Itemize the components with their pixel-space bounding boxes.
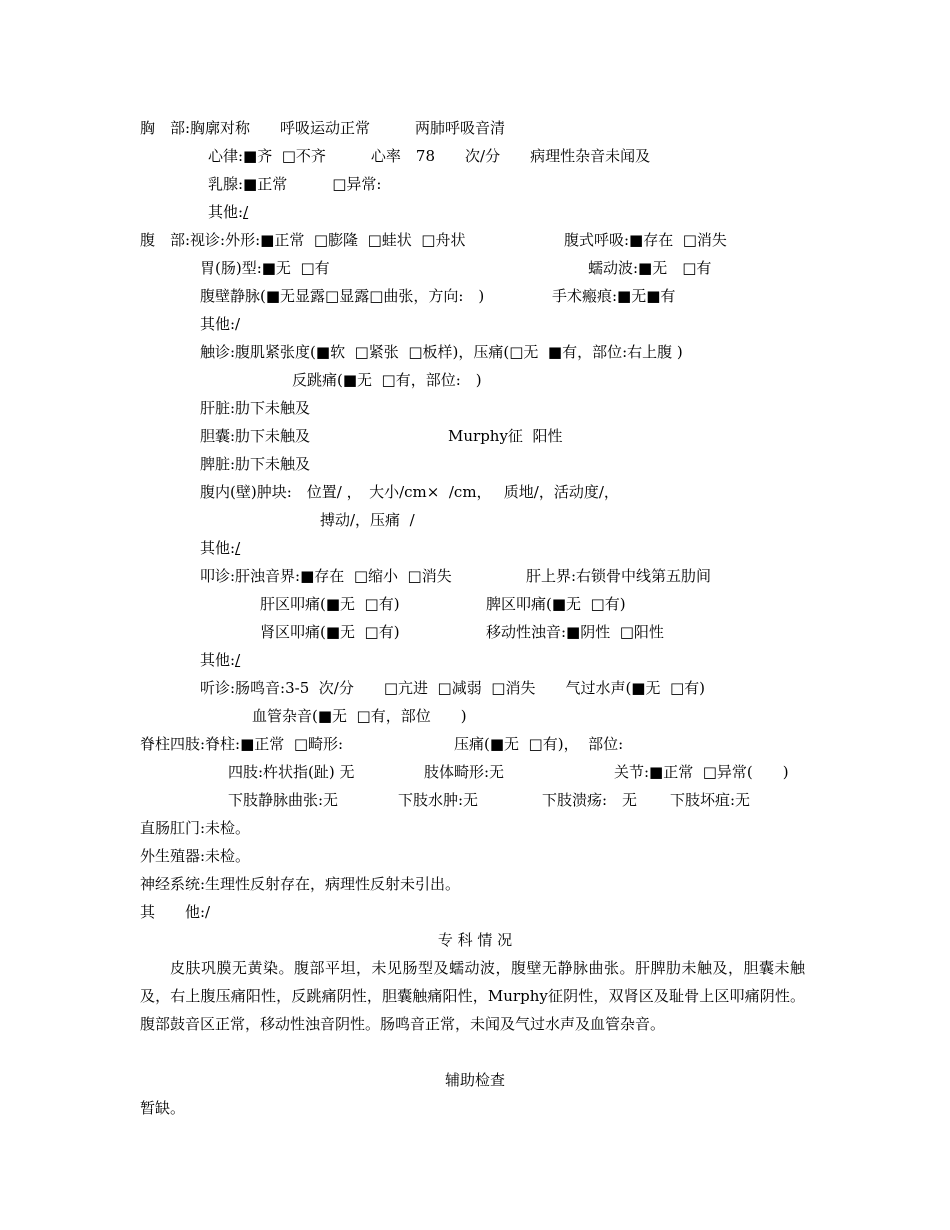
abd-rebound-tenderness: 反跳痛(■无 □有，部位: ) [292, 371, 482, 389]
abd-inspection-other: 其他:/ [200, 315, 241, 333]
abd-percussion-other-label: 其他: [200, 651, 236, 669]
abd-gastric-type: 胃(肠)型:■无 □有 [200, 259, 330, 277]
abd-palpation-line: 触诊:腹肌紧张度(■软 □紧张 □板样)，压痛(□无 ■有，部位:右上腹 ) [200, 343, 683, 361]
chest-heart-line: 心律:■齐 □不齐 心率 78 次/分 病理性杂音未闻及 [208, 147, 651, 165]
limbs-edema: 下肢水肿:无 [398, 791, 479, 809]
abd-murphy-sign: Murphy征 阳性 [448, 427, 563, 445]
aux-exam-text: 暂缺。 [140, 1099, 186, 1117]
abd-auscultation-line: 听诊:肠鸣音:3-5 次/分 □亢进 □减弱 □消失 气过水声(■无 □有) [200, 679, 706, 697]
specialty-paragraph: 皮肤巩膜无黄染。腹部平坦，未见肠型及蠕动波，腹壁无静脉曲张。肝脾肋未触及，胆囊未触及，右上腹压痛阳性，反跳痛阴性，胆囊触痛阳性，Murphy征阴性，双肾区及耻骨上区叩痛阴性。腹部鼓音区正常，移动性浊音阴性。肠鸣音正常，未闻及气过水声及血管杂音。 [140, 959, 805, 1033]
spine-line-left: 脊柱四肢:脊柱:■正常 □畸形: [140, 735, 344, 753]
abd-peristalsis: 蠕动波:■无 □有 [588, 259, 712, 277]
aux-exam-title: 辅助检查 [444, 1071, 505, 1089]
abd-mass-line-1: 腹内(壁)肿块: 位置/ ， 大小/cm× /cm， 质地/，活动度/， [200, 483, 619, 501]
abd-breathing: 腹式呼吸:■存在 □消失 [564, 231, 727, 249]
chest-other-line [208, 202, 248, 222]
limbs-joints: 关节:■正常 □异常( ) [614, 763, 789, 781]
other-findings: 其 他:/ [140, 903, 211, 921]
nervous-system: 神经系统:生理性反射存在，病理性反射未引出。 [140, 875, 461, 893]
abd-percussion-other-value: / [235, 651, 241, 669]
abd-palpation-other-label: 其他: [200, 539, 236, 557]
chest-breast-line: 乳腺:■正常 □异常: [208, 175, 382, 193]
abd-spleen: 脾脏:肋下未触及 [200, 455, 311, 473]
abd-wall-veins: 腹壁静脉(■无显露□显露□曲张，方向: ) [200, 287, 485, 305]
abd-palpation-other [200, 538, 240, 558]
limbs-deformity: 肢体畸形:无 [424, 763, 505, 781]
abd-liver-upper-border: 肝上界:右锁骨中线第五肋间 [526, 567, 712, 585]
abd-inspection-shape: 腹 部:视诊:外形:■正常 □膨隆 □蛙状 □舟状 [140, 231, 466, 249]
abd-gallbladder: 胆囊:肋下未触及 [200, 427, 311, 445]
limbs-gangrene: 下肢坏疽:无 [670, 791, 751, 809]
external-genitalia: 外生殖器:未检。 [140, 847, 251, 865]
limbs-clubbing: 四肢:杵状指(趾) 无 [228, 763, 355, 781]
specialty-title: 专 科 情 况 [437, 931, 513, 949]
abd-palpation-other-value: / [235, 539, 241, 557]
abd-surgical-scar: 手术瘢痕:■无■有 [552, 287, 676, 305]
chest-line-1: 胸 部:胸廓对称 呼吸运动正常 两肺呼吸音清 [140, 119, 506, 137]
rectum-anus: 直肠肛门:未检。 [140, 819, 251, 837]
limbs-varicose: 下肢静脉曲张:无 [228, 791, 339, 809]
chest-other-label: 其他: [208, 203, 244, 221]
abd-kidney-percussion-pain: 肾区叩痛(■无 □有) [260, 623, 400, 641]
abd-spleen-percussion-pain: 脾区叩痛(■无 □有) [486, 595, 626, 613]
abd-percussion-other [200, 650, 240, 670]
spine-tenderness: 压痛(■无 □有)， 部位: [454, 735, 624, 753]
limbs-ulcer: 下肢溃疡: 无 [542, 791, 638, 809]
chest-other-value: / [243, 203, 249, 221]
abd-liver-percussion-pain: 肝区叩痛(■无 □有) [260, 595, 400, 613]
abd-shifting-dullness: 移动性浊音:■阴性 □阳性 [486, 623, 664, 641]
abd-percussion-liver-dullness: 叩诊:肝浊音界:■存在 □缩小 □消失 [200, 567, 452, 585]
abd-vascular-murmur: 血管杂音(■无 □有，部位 ) [252, 707, 467, 725]
abd-liver: 肝脏:肋下未触及 [200, 399, 311, 417]
abd-mass-line-2: 搏动/，压痛 / [320, 511, 415, 529]
